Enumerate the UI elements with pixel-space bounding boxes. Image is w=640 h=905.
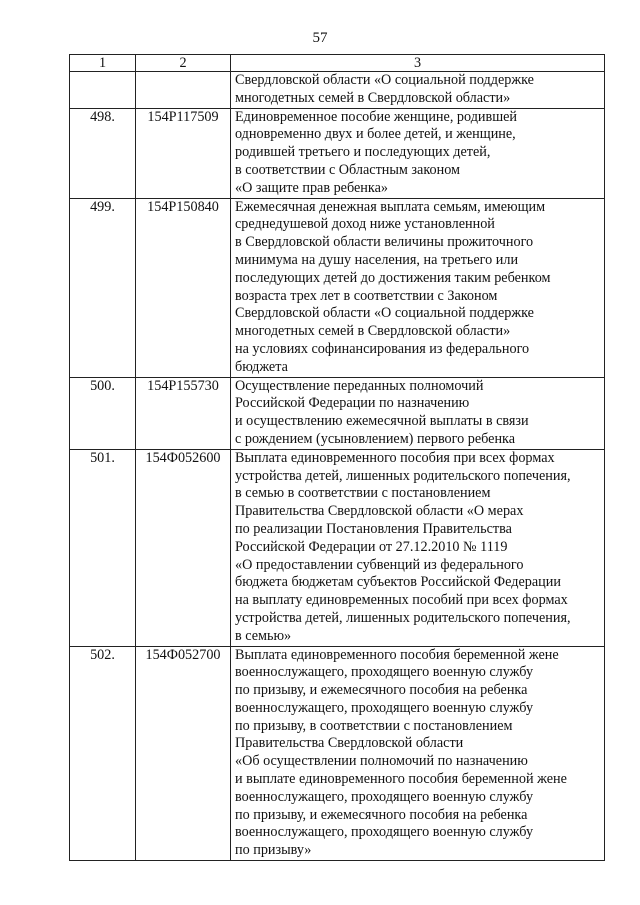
description-line: Ежемесячная денежная выплата семьям, имеющим xyxy=(235,198,546,215)
description-line: на условиях софинансирования из федерального xyxy=(235,340,530,357)
header-col-3: 3 xyxy=(231,55,605,72)
description-line: Российской Федерации по назначению xyxy=(235,395,470,412)
row-number xyxy=(70,72,136,109)
description-line: Выплата единовременного пособия беременной жене xyxy=(235,646,559,663)
description-line: Свердловской области «О социальной поддержке xyxy=(235,72,534,88)
description-line: в соответствии с Областным законом xyxy=(235,161,460,178)
row-number: 502. xyxy=(70,646,136,861)
description-line: в семью в соответствии с постановлением xyxy=(235,485,491,502)
row-description xyxy=(231,449,605,646)
description-line: военнослужащего, проходящего военную службу xyxy=(235,824,534,841)
description-line: по призыву, и ежемесячного пособия на ребенка xyxy=(235,806,528,823)
description-line: «Об осуществлении полномочий по назначению xyxy=(235,753,528,770)
description-line: Единовременное пособие женщине, родившей xyxy=(235,108,518,125)
description-line: и выплате единовременного пособия беременной жене xyxy=(235,771,567,788)
header-col-2: 2 xyxy=(136,55,231,72)
description-line: устройства детей, лишенных родительского попечения, xyxy=(235,467,571,484)
row-description xyxy=(231,108,605,198)
description-line: среднедушевой доход ниже установленной xyxy=(235,216,495,233)
description-line: на выплату единовременных пособий при всех формах xyxy=(235,592,568,609)
description-line: военнослужащего, проходящего военную службу xyxy=(235,699,534,716)
row-code xyxy=(136,72,231,109)
row-code: 154Ф052600 xyxy=(136,449,231,646)
row-number: 499. xyxy=(70,198,136,377)
row-code: 154Р150840 xyxy=(136,198,231,377)
description-line: по призыву» xyxy=(235,842,312,859)
description-line: по реализации Постановления Правительства xyxy=(235,520,512,537)
description-line: военнослужащего, проходящего военную службу xyxy=(235,664,534,681)
classification-table xyxy=(69,54,605,861)
header-col-1: 1 xyxy=(70,55,136,72)
description-line: последующих детей до достижения таким ребенком xyxy=(235,269,551,286)
description-line: Свердловской области «О социальной поддержке xyxy=(235,305,534,322)
row-description xyxy=(231,377,605,449)
table-header-row xyxy=(70,55,605,72)
description-line: бюджета xyxy=(235,358,288,375)
row-number: 501. xyxy=(70,449,136,646)
table-row xyxy=(70,449,605,646)
description-line: устройства детей, лишенных родительского попечения, xyxy=(235,609,571,626)
description-line: многодетных семей в Свердловской области» xyxy=(235,89,511,106)
description-line: с рождением (усыновлением) первого ребенка xyxy=(235,430,516,447)
description-line: военнослужащего, проходящего военную службу xyxy=(235,788,534,805)
description-line: «О предоставлении субвенций из федерального xyxy=(235,556,524,573)
description-line: родившей третьего и последующих детей, xyxy=(235,144,491,161)
row-number: 498. xyxy=(70,108,136,198)
page-number: 57 xyxy=(312,30,328,46)
description-line: возраста трех лет в соответствии с Законом xyxy=(235,287,498,304)
description-line: многодетных семей в Свердловской области» xyxy=(235,323,511,340)
description-line: минимума на душу населения, на третьего или xyxy=(235,251,519,268)
description-line: Осуществление переданных полномочий xyxy=(235,377,484,394)
table-row xyxy=(70,72,605,109)
row-description xyxy=(231,72,605,109)
table-row xyxy=(70,646,605,861)
description-line: и осуществлению ежемесячной выплаты в связи xyxy=(235,413,529,430)
row-description xyxy=(231,198,605,377)
description-line: бюджета бюджетам субъектов Российской Федерации xyxy=(235,574,561,591)
description-line: по призыву, в соответствии с постановлением xyxy=(235,717,513,734)
description-line: Правительства Свердловской области «О мерах xyxy=(235,503,524,520)
row-code: 154Р117509 xyxy=(136,108,231,198)
table-row xyxy=(70,108,605,198)
table-row xyxy=(70,377,605,449)
description-line: в Свердловской области величины прожиточного xyxy=(235,234,534,251)
description-line: Правительства Свердловской области xyxy=(235,735,464,752)
row-description xyxy=(231,646,605,861)
description-line: в семью» xyxy=(235,627,292,644)
description-line: «О защите прав ребенка» xyxy=(235,179,388,196)
description-line: одновременно двух и более детей, и женщине, xyxy=(235,126,516,143)
description-line: Российской Федерации от 27.12.2010 № 1119 xyxy=(235,538,508,555)
table-row xyxy=(70,198,605,377)
description-line: по призыву, и ежемесячного пособия на ребенка xyxy=(235,682,528,699)
row-code: 154Р155730 xyxy=(136,377,231,449)
description-line: Выплата единовременного пособия при всех формах xyxy=(235,449,555,466)
row-number: 500. xyxy=(70,377,136,449)
row-code: 154Ф052700 xyxy=(136,646,231,861)
